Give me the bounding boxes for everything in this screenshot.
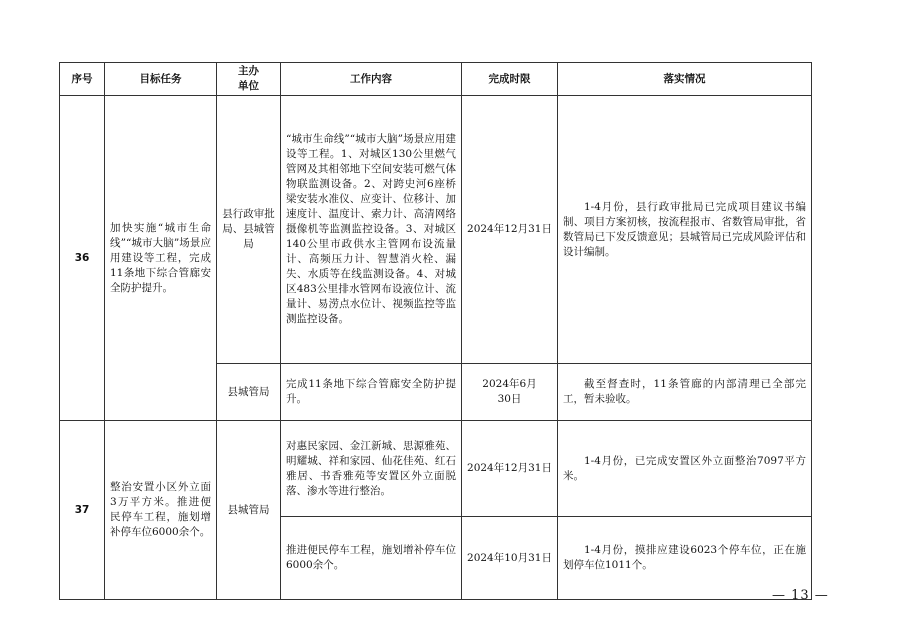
due-cell: 2024年6月30日 — [462, 364, 558, 421]
table-row — [60, 96, 812, 364]
header-work: 工作内容 — [281, 63, 462, 96]
dept-cell: 县城管局 — [217, 421, 281, 600]
due-cell: 2024年12月31日 — [462, 96, 558, 364]
due-cell: 2024年12月31日 — [462, 421, 558, 517]
row-number: 36 — [60, 96, 105, 421]
task-table — [59, 62, 812, 600]
status-cell: 1-4月份，已完成安置区外立面整治7097平方米。 — [558, 421, 812, 517]
status-cell: 1-4月份，县行政审批局已完成项目建议书编制、项目方案初核，按流程报市、省数管局审批，省数管局已下发反馈意见；县城管局已完成风险评估和设计编制。 — [558, 96, 812, 364]
page-number: — 13 — — [772, 588, 829, 603]
header-row — [60, 63, 812, 96]
header-goal: 目标任务 — [105, 63, 217, 96]
goal-cell: 整治安置小区外立面3万平方米。推进便民停车工程，施划增补停车位6000余个。 — [105, 421, 217, 600]
work-cell: 推进便民停车工程，施划增补停车位6000余个。 — [281, 517, 462, 600]
work-cell: 对惠民家园、金江新城、思源雅苑、明耀城、祥和家园、仙花佳苑、红石雅居、书香雅苑等安置区外立面脱落、渗水等进行整治。 — [281, 421, 462, 517]
header-dept: 主办 单位 — [217, 63, 281, 96]
status-cell: 截至督查时，11条管廊的内部清理已全部完工，暂未验收。 — [558, 364, 812, 421]
work-cell: 完成11条地下综合管廊安全防护提升。 — [281, 364, 462, 421]
header-no: 序号 — [60, 63, 105, 96]
dept-cell: 县行政审批局、县城管局 — [217, 96, 281, 364]
dept-cell: 县城管局 — [217, 364, 281, 421]
table-row — [60, 421, 812, 517]
header-status: 落实情况 — [558, 63, 812, 96]
due-cell: 2024年10月31日 — [462, 517, 558, 600]
work-cell: “城市生命线”“城市大脑”场景应用建设等工程。1、对城区130公里燃气管网及其相邻地下空间安装可燃气体物联监测设备。2、对跨史河6座桥梁安装水准仪、应变计、位移计、加速度计、温度计、索力计、高清网络摄像机等监测监控设备。3、对城区140公里市政供水主管网布设流量计、高频压力计、智慧消火栓、漏失、水质等在线监测设备。4、对城区483公里排水管网布设液位计、流量计、易涝点水位计、视频监控等监测监控设备。 — [281, 96, 462, 364]
header-due: 完成时限 — [462, 63, 558, 96]
row-number: 37 — [60, 421, 105, 600]
status-cell: 1-4月份，摸排应建设6023个停车位，正在施划停车位1011个。 — [558, 517, 812, 600]
goal-cell: 加快实施“城市生命线”“城市大脑”场景应用建设等工程，完成11条地下综合管廊安全防护提升。 — [105, 96, 217, 421]
